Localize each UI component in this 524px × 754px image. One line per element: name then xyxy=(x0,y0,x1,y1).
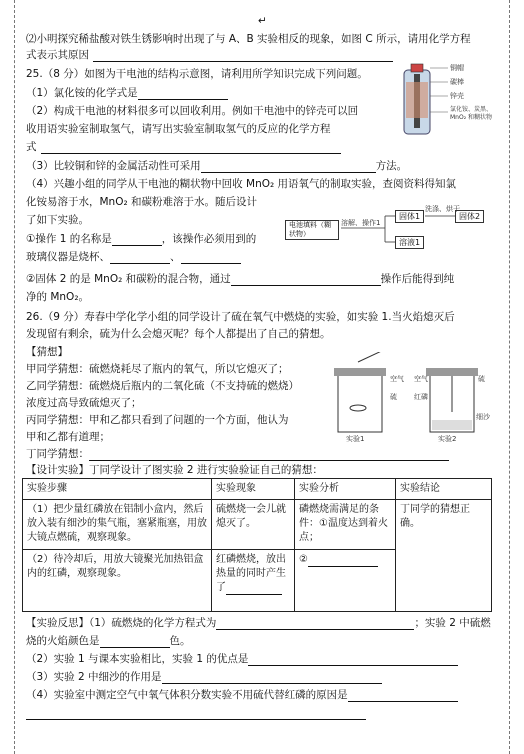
label-copper-cap: 铜帽 xyxy=(450,64,464,72)
q26-title1: 26.（9 分）寿春中学化学小组的同学设计了硫在氧气中燃烧的实验，如实验 1.当火焰熄灭后 xyxy=(26,311,455,323)
cell-r1c4: 丁同学的猜想正确。 xyxy=(396,500,492,612)
q25-p3: （3）比较铜和锌的金属活动性可采用 方法。 xyxy=(26,160,408,172)
guess-head: 【猜想】 xyxy=(26,346,68,358)
guess-bing2: 甲和乙都有道理； xyxy=(26,431,110,443)
cell-r2c3: ② xyxy=(295,550,396,612)
th-phenomenon: 实验现象 xyxy=(212,479,295,500)
flow-op1: 溶解、操作1 xyxy=(341,219,381,227)
cell-r1c3: 磷燃烧需满足的条件：①温度达到着火点； xyxy=(295,500,396,550)
q25-p2c: 式 xyxy=(26,140,506,154)
reflect-2: （2）实验 1 与课本实验相比，实验 1 的优点是 xyxy=(26,652,506,666)
q25-p5: ①操作 1 的名称是 ，该操作必须用到的 xyxy=(26,233,257,245)
label-carbon-rod: 碳棒 xyxy=(450,78,464,86)
cell-r2c1: （2）待冷却后，用放大镜聚光加热铝盒内的红磷，观察现象。 xyxy=(23,550,212,612)
guess-bing1: 丙同学猜想：甲和乙都只看到了问题的一个方面，他认为 xyxy=(26,414,289,426)
fig-sand: 细沙 xyxy=(476,413,490,421)
reflect-4-cont xyxy=(26,706,506,720)
flow-solution1: 溶液1 xyxy=(395,236,424,249)
reflect-1a: 【实验反思】（1）硫燃烧的化学方程式为 ；实验 2 中硫燃 xyxy=(26,617,491,629)
flow-chart xyxy=(285,205,495,258)
reflect-3: （3）实验 2 中细沙的作用是 xyxy=(26,670,506,684)
fig-sulfur2: 硫 xyxy=(478,375,485,383)
fig-exp2: 实验2 xyxy=(438,435,457,443)
q25-p6: 玻璃仪器是烧杯、 、 xyxy=(26,250,506,264)
guess-jia: 甲同学猜想：硫燃烧耗尽了瓶内的氧气，所以它熄灭了； xyxy=(26,363,289,375)
fig-air2: 空气 xyxy=(414,375,428,383)
cell-r1c1: （1）把少量红磷放在铝制小盒内，然后放入装有细沙的集气瓶，塞紧瓶塞，用放大镜点燃硫，观察现象。 xyxy=(23,500,212,550)
fig-exp1: 实验1 xyxy=(346,435,365,443)
q24-line1: ⑵小明探究稀盐酸对铁生锈影响时出现了与 A、B 实验相反的现象，如图 C 所示，请用化学方程 xyxy=(26,33,471,45)
q25-title: 25.（8 分）如图为干电池的结构示意图，请利用所学知识完成下列问题。 xyxy=(26,68,368,80)
guess-yi2: 浓度过高导致硫熄灭了； xyxy=(26,397,142,409)
fig-sulfur: 硫 xyxy=(390,393,397,401)
fig-phos: 红磷 xyxy=(414,393,428,401)
label-zinc-shell: 锌壳 xyxy=(450,92,464,100)
q25-p7: ②固体 2 的是 MnO₂ 和碳粉的混合物，通过 操作后能得到纯 xyxy=(26,273,455,285)
fig-air: 空气 xyxy=(390,375,404,383)
experiment-figure xyxy=(318,352,494,444)
label-paste: 氯化铵、炭黑、MnO₂ 和糊状物 xyxy=(450,106,493,121)
top-mark: ↵ xyxy=(258,15,267,27)
battery-diagram xyxy=(392,62,502,140)
flow-start: 电池填料（糊状物） xyxy=(285,220,339,240)
q25-p4c: 了如下实验。 xyxy=(26,214,89,226)
experiment-table xyxy=(22,478,492,612)
q25-p1: （1）氯化铵的化学式是 xyxy=(26,86,506,100)
cell-r1c2: 硫燃烧一会儿就熄灭了。 xyxy=(212,500,295,550)
reflect-1b: 烧的火焰颜色是 色。 xyxy=(26,635,191,647)
reflect-4: （4）实验室中测定空气中氧气体积分数实验不用硫代替红磷的原因是 xyxy=(26,688,506,702)
q25-p2a: （2）构成干电池的材料很多可以回收利用。例如干电池中的锌壳可以回 xyxy=(26,105,359,117)
q25-p4b: 化铵易溶于水，MnO₂ 和碳粉难溶于水。随后设计 xyxy=(26,196,258,208)
q26-title2: 发现留有剩余，硫为什么会熄灭呢？每个人都提出了自己的猜想。 xyxy=(26,328,331,340)
th-conclusion: 实验结论 xyxy=(396,479,492,500)
flow-solid1: 固体1 xyxy=(395,210,424,223)
cell-r2c2: 红磷燃烧，放出热量的同时产生了 xyxy=(212,550,295,612)
q25-p2b: 收用语实验室制取氢气，请写出实验室制取氢气的反应的化学方程 xyxy=(26,123,331,135)
flow-solid2: 固体2 xyxy=(455,210,484,223)
q25-p8: 净的 MnO₂。 xyxy=(26,291,90,303)
guess-ding: 丁同学猜想： xyxy=(26,447,506,461)
flow-wash: 洗涤、烘干 xyxy=(425,205,460,213)
q24-line2: 式表示其原因 xyxy=(26,48,506,62)
design-head: 【设计实验】丁同学设计了图实验 2 进行实验验证自己的猜想： xyxy=(26,464,323,476)
th-analysis: 实验分析 xyxy=(295,479,396,500)
th-step: 实验步骤 xyxy=(23,479,212,500)
q25-p4a: （4）兴趣小组的同学从干电池的糊状物中回收 MnO₂ 用语氧气的制取实验，查阅资料得知氯 xyxy=(26,178,457,190)
guess-yi1: 乙同学猜想：硫燃烧后瓶内的二氧化硫（不支持硫的燃烧） xyxy=(26,380,299,392)
